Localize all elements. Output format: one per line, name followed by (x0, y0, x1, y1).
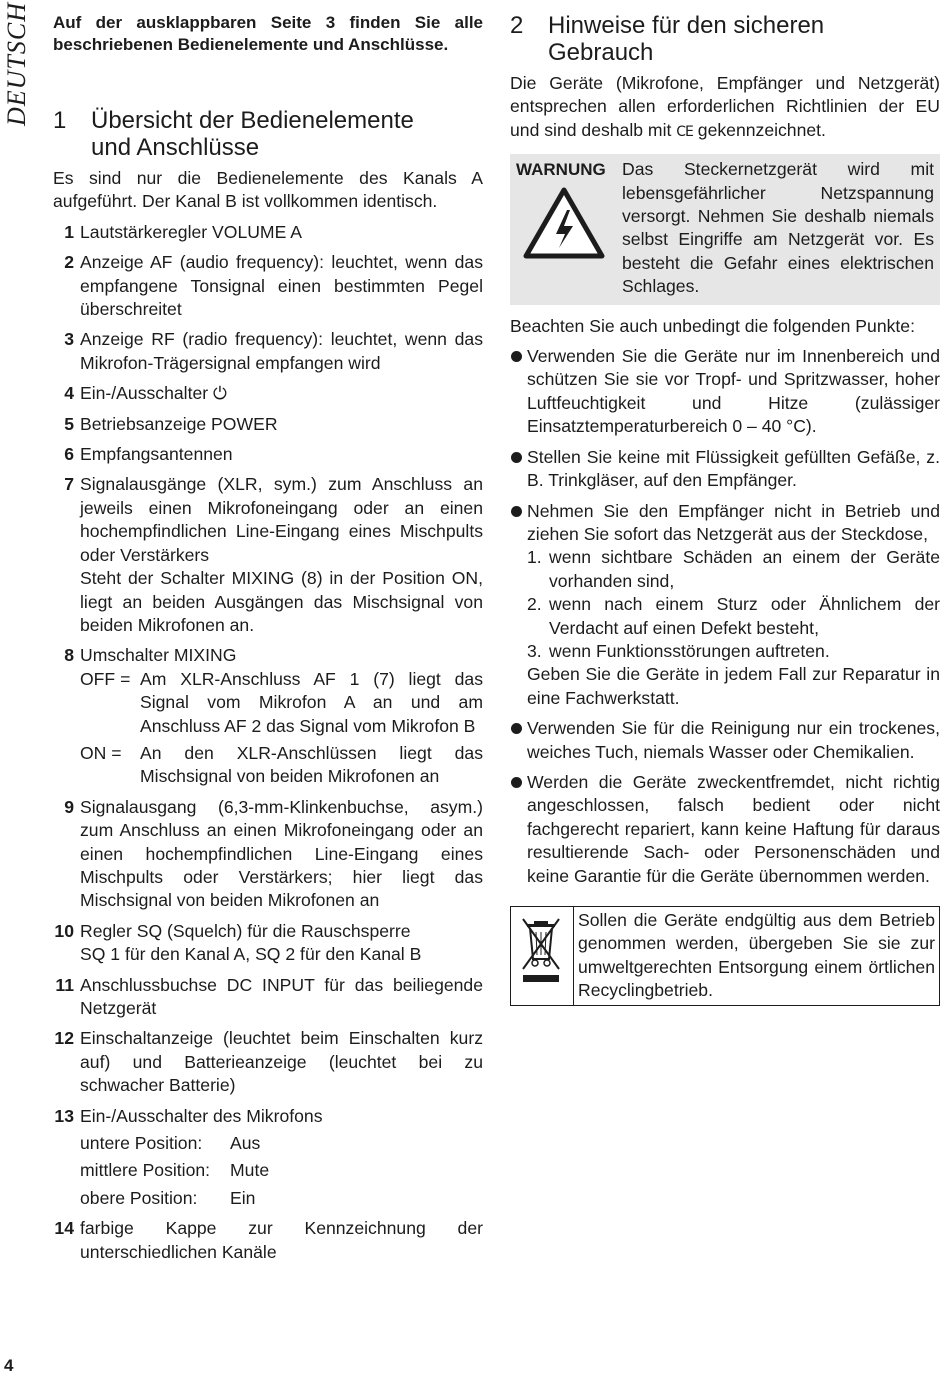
item-number: 13 (54, 1105, 74, 1126)
list-item: Verwenden Sie für die Reinigung nur ein trockenes, weiches Tuch, niemals Wasser oder Chemikalien. (510, 717, 940, 764)
disposal-text: Sollen die Geräte endgültig aus dem Betrieb genommen werden, übergeben Sie sie zur umweltgerechten Entsorgung einem örtlichen Recyclingbetrieb. (578, 910, 935, 1001)
right-column (510, 12, 940, 1006)
list-item (510, 500, 940, 711)
switch-position: obere Position: Ein (80, 1187, 256, 1208)
left-column (53, 12, 483, 1264)
item-text: Lautstärkeregler VOLUME A (80, 221, 302, 242)
list-item (53, 796, 483, 913)
item-number: 10 (54, 920, 74, 941)
sub-item: 2. wenn nach einem Sturz oder Ähnlichem der Verdacht auf einen Defekt besteht, (527, 594, 940, 638)
section-2-title-line2: Gebrauch (548, 39, 654, 66)
item-text: Empfangsantennen (80, 444, 233, 465)
section-1-heading (53, 107, 483, 161)
item-text: Anzeige RF (radio frequency): leuchtet, wenn das Mikrofon-Trägersignal empfangen wird (80, 329, 483, 373)
item-text: Anzeige AF (audio frequency): leuchtet, wenn das empfangene Tonsignal einen bestimmten Pegel überschreitet (80, 252, 483, 320)
item-number: 6 (64, 444, 74, 465)
list-item (53, 382, 483, 405)
sub-item: 3. wenn Funktionsstörungen auftreten. (527, 640, 830, 661)
warning-text: Das Steckernetzgerät wird mit lebensgefährlicher Netzspannung versorgt. Nehmen Sie deshalb niemals selbst Eingriffe am Netzgerät vor. Es besteht die Gefahr eines elektrischen Schlages. (622, 159, 934, 297)
ce-mark: CE (676, 123, 693, 140)
item-text: farbige Kappe zur Kennzeichnung der unterschiedlichen Kanäle (80, 1218, 483, 1262)
warning-box (510, 154, 940, 304)
list-item (53, 251, 483, 321)
list-item: Stellen Sie keine mit Flüssigkeit gefüllten Gefäße, z. B. Trinkgläser, auf den Empfänger. (510, 446, 940, 493)
list-item: Werden die Geräte zweckentfremdet, nicht richtig angeschlossen, falsch bedient oder nicht fachgerecht repariert, kann keine Haftung für daraus resultierende Sach- oder Personenschäden und keine Garantie für die Geräte übernommen werden. (510, 771, 940, 888)
list-item (53, 974, 483, 1021)
item-text: Ein-/Ausschalter des Mikrofons (80, 1105, 323, 1126)
intro-note: Auf der ausklappbaren Seite 3 finden Sie alle beschriebenen Bedienelemente und Anschlüsse. (53, 13, 483, 54)
bullet-icon (510, 500, 527, 711)
bullet-icon (510, 446, 527, 493)
item-text-extra: SQ 1 für den Kanal A, SQ 2 für den Kanal B (80, 944, 422, 965)
lead-end: gekennzeichnet. (697, 119, 826, 140)
item-text: Signalausgänge (XLR, sym.) zum Anschluss an jeweils einen Mikrofoneingang oder an einen hochempfindlichen Line-Eingang eines Mischpults oder Verstärkers (80, 474, 483, 565)
section-2-lead (510, 72, 940, 144)
mixing-option: ON = An den XLR-Anschlüssen liegt das Mischsignal von beiden Mikrofonen an (80, 742, 483, 787)
page-number: 4 (4, 1356, 14, 1375)
item-text: Signalausgang (6,3-mm-Klinkenbuchse, asym.) zum Anschluss an einen Mikrofoneingang oder an einen hochempfindlichen Line-Eingang eines Mischpults oder Verstärkers; hier liegt das Mischsignal von beiden Mikrofonen an (80, 796, 483, 911)
bullet-icon (510, 771, 527, 888)
item-list (53, 221, 483, 1264)
language-label: DEUTSCH (2, 1, 31, 126)
list-item: Verwenden Sie die Geräte nur im Innenbereich und schützen Sie sie vor Tropf- und Spritzwasser, hoher Luftfeuchtigkeit und Hitze (zulässiger Einsatztemperaturbereich 0 – 40 °C). (510, 345, 940, 439)
crossed-bin-icon (519, 915, 565, 985)
safety-list (510, 345, 940, 888)
section-2-title-line1: Hinweise für den sicheren (548, 12, 825, 39)
mixing-option: OFF = Am XLR-Anschluss AF 1 (7) liegt das Signal vom Mikrofon A an und am Anschluss AF 2 das Signal vom Mikrofon B (80, 668, 483, 736)
item-text: Ein-/Ausschalter ⏻ (80, 383, 227, 404)
section-2-heading (510, 12, 940, 66)
section-2-number: 2 (510, 12, 524, 39)
list-item (53, 221, 483, 244)
item-text: Umschalter MIXING (80, 645, 237, 666)
item-number: 1 (64, 221, 74, 242)
list-item (53, 920, 483, 967)
warning-label: WARNUNG (516, 160, 606, 180)
observe-intro: Beachten Sie auch unbedingt die folgenden Punkte: (510, 315, 915, 336)
list-item (53, 644, 483, 788)
section-1-lead: Es sind nur die Bedienelemente des Kanals A aufgeführt. Der Kanal B ist vollkommen identisch. (53, 168, 483, 212)
bullet-icon (510, 345, 527, 439)
item-number: 12 (54, 1028, 74, 1049)
item-number: 4 (64, 383, 74, 404)
list-item (53, 328, 483, 375)
list-item (53, 473, 483, 637)
item-number: 2 (64, 252, 74, 273)
section-1-title-line2: und Anschlüsse (91, 134, 260, 161)
item-text: Regler SQ (Squelch) für die Rauschsperre (80, 920, 411, 941)
disposal-box (510, 906, 940, 1006)
list-item (53, 413, 483, 436)
list-item (53, 1027, 483, 1097)
switch-position: mittlere Position: Mute (80, 1160, 270, 1181)
section-1-number: 1 (53, 107, 67, 134)
item-text-extra: Steht der Schalter MIXING (8) in der Position ON, liegt an beiden Ausgängen das Mischsignal von beiden Mikrofonen an. (80, 568, 483, 635)
list-item-text: Nehmen Sie den Empfänger nicht in Betrieb und ziehen Sie sofort das Netzgerät aus der Steckdose, (527, 500, 940, 544)
switch-position: untere Position: Aus (80, 1133, 261, 1154)
item-text: Anschlussbuchse DC INPUT für das beiliegende Netzgerät (80, 974, 483, 1018)
list-item (53, 1105, 483, 1211)
item-number: 9 (64, 796, 74, 817)
language-tab (2, 1, 32, 130)
high-voltage-warning-icon (522, 186, 606, 260)
list-item (53, 443, 483, 466)
item-number: 11 (55, 974, 74, 995)
repair-note: Geben Sie die Geräte in jedem Fall zur Reparatur in eine Fachwerkstatt. (527, 664, 940, 708)
item-text: Betriebsanzeige POWER (80, 413, 278, 434)
bullet-icon (510, 717, 527, 764)
list-item (53, 1217, 483, 1264)
sub-item: 1. wenn sichtbare Schäden an einem der Geräte vorhanden sind, (527, 547, 940, 591)
section-1-title-line1: Übersicht der Bedienelemente (91, 107, 414, 134)
item-number: 5 (64, 413, 74, 434)
item-number: 3 (64, 329, 74, 350)
item-text: Einschaltanzeige (leuchtet beim Einschalten kurz auf) und Batterieanzeige (leuchtet bei zu schwacher Batterie) (80, 1028, 483, 1096)
lead-text: Die Geräte (Mikrofone, Empfänger und Netzgerät) entsprechen allen erforderlichen Richtlinien der EU und sind deshalb mit (510, 73, 940, 140)
item-number: 7 (64, 474, 74, 495)
item-number: 14 (54, 1218, 74, 1239)
item-number: 8 (64, 645, 74, 666)
